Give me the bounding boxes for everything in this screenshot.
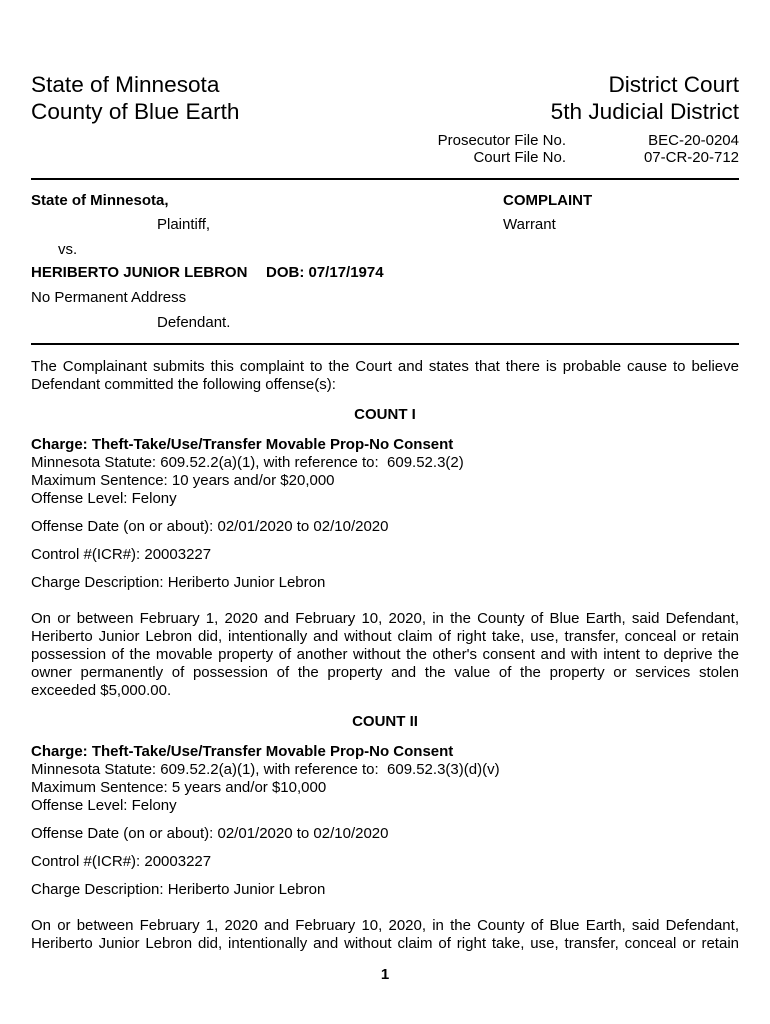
defendant-name: HERIBERTO JUNIOR LEBRON — [31, 264, 248, 281]
defendant-dob: DOB: 07/17/1974 — [266, 264, 384, 281]
statute-line: Minnesota Statute: 609.52.2(a)(1), with reference to: 609.52.3(2) — [31, 454, 464, 471]
court-file-label: Court File No. — [473, 149, 566, 166]
charge-block — [31, 436, 739, 508]
narrative-paragraph — [31, 610, 739, 700]
versus-label: vs. — [58, 241, 78, 258]
plaintiff-role: Plaintiff, — [157, 216, 211, 233]
plaintiff-name: State of Minnesota, — [31, 192, 169, 209]
charge-description: Charge Description: Heriberto Junior Lebron — [31, 574, 326, 591]
count-heading: COUNT II — [352, 713, 418, 730]
control-number: Control #(ICR#): 20003227 — [31, 853, 212, 870]
offense-date: Offense Date (on or about): 02/01/2020 to 02/10/2020 — [31, 825, 389, 842]
max-sentence: Maximum Sentence: 5 years and/or $10,000 — [31, 779, 327, 796]
file-number-labels — [438, 132, 566, 166]
intro-line: The Complainant submits this complaint to the Court and states that there is probable cause to believe — [31, 358, 739, 375]
narrative-line: Heriberto Junior Lebron did, intentionally and without claim of right take, use, transfer, conceal or retain — [31, 935, 739, 952]
narrative-line: Heriberto Junior Lebron did, intentionally and without claim of right take, use, transfer, conceal or retain — [31, 628, 739, 645]
document-type: COMPLAINT — [503, 192, 593, 209]
statute-line: Minnesota Statute: 609.52.2(a)(1), with reference to: 609.52.3(3)(d)(v) — [31, 761, 500, 778]
process-type: Warrant — [503, 216, 556, 233]
narrative-line: On or between February 1, 2020 and February 10, 2020, in the County of Blue Earth, said Defendant, — [31, 610, 739, 627]
header-divider — [31, 178, 739, 180]
court-file-number: 07-CR-20-712 — [643, 149, 739, 166]
defendant-address: No Permanent Address — [31, 289, 187, 306]
intro-paragraph — [31, 358, 739, 394]
charge-title: Charge: Theft-Take/Use/Transfer Movable Prop-No Consent — [31, 743, 454, 760]
charge-title: Charge: Theft-Take/Use/Transfer Movable Prop-No Consent — [31, 436, 454, 453]
narrative-paragraph — [31, 917, 739, 953]
offense-level: Offense Level: Felony — [31, 490, 177, 507]
charge-block — [31, 743, 739, 815]
offense-date: Offense Date (on or about): 02/01/2020 to 02/10/2020 — [31, 518, 389, 535]
narrative-line: On or between February 1, 2020 and February 10, 2020, in the County of Blue Earth, said Defendant, — [31, 917, 739, 934]
court-name: District Court — [608, 72, 739, 97]
caption-divider — [31, 343, 739, 345]
county-name: County of Blue Earth — [31, 99, 240, 124]
narrative-line: exceeded $5,000.00. — [31, 682, 172, 699]
control-number: Control #(ICR#): 20003227 — [31, 546, 212, 563]
state-name: State of Minnesota — [31, 72, 220, 97]
court-block — [551, 71, 739, 125]
max-sentence: Maximum Sentence: 10 years and/or $20,000 — [31, 472, 335, 489]
judicial-district: 5th Judicial District — [550, 99, 739, 124]
defendant-role: Defendant. — [157, 314, 231, 331]
count-section — [31, 713, 739, 953]
jurisdiction-block — [31, 71, 240, 125]
file-number-values — [644, 132, 739, 166]
count-section — [31, 406, 739, 700]
page-number: 1 — [380, 966, 390, 983]
prosecutor-file-label: Prosecutor File No. — [437, 132, 566, 149]
charge-description: Charge Description: Heriberto Junior Lebron — [31, 881, 326, 898]
narrative-line: possession of the movable property of another without the other's consent and with intent to deprive the — [31, 646, 739, 663]
narrative-line: owner permanently of possession of the property and the value of the property or services stolen — [31, 664, 739, 681]
intro-line: Defendant committed the following offense(s): — [31, 376, 336, 393]
prosecutor-file-number: BEC-20-0204 — [648, 132, 739, 149]
offense-level: Offense Level: Felony — [31, 797, 177, 814]
count-heading: COUNT I — [354, 406, 416, 423]
